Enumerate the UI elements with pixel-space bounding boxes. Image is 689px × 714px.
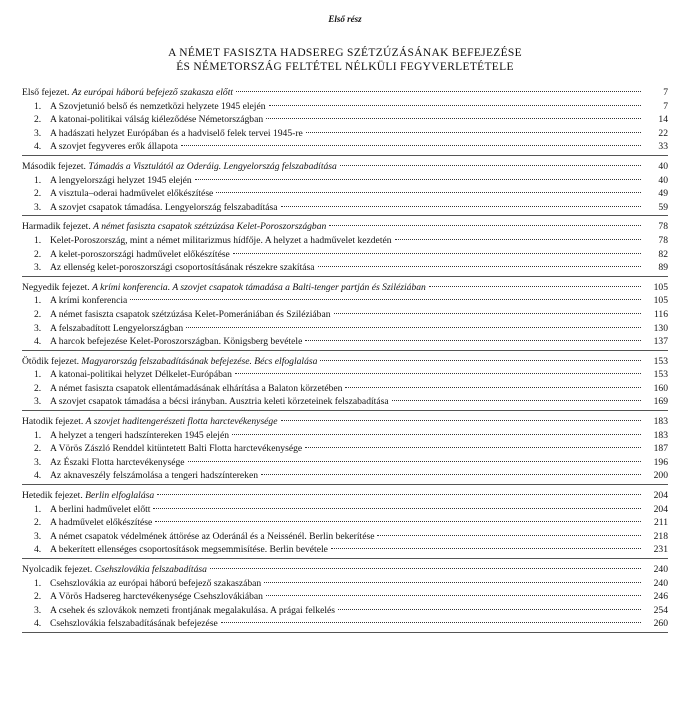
section-entry[interactable] — [22, 516, 668, 530]
chapter-heading[interactable] — [22, 160, 668, 174]
chapter-heading-text — [22, 415, 278, 429]
section-entry[interactable] — [22, 201, 668, 215]
section-title: A katonai-politikai helyzet Délkelet-Európában — [50, 369, 232, 381]
section-title: A német fasiszta csapatok ellentámadásának elhárítása a Balaton körzetében — [50, 382, 343, 394]
section-number: 4. — [34, 470, 42, 482]
chapter-heading-text — [22, 86, 233, 100]
chapter-block — [22, 415, 668, 485]
section-title: A helyzet a tengeri hadszíntereken 1945 elején — [50, 429, 230, 441]
chapter-block — [22, 355, 668, 411]
section-entry[interactable] — [22, 442, 668, 456]
section-number: 2. — [34, 308, 42, 320]
leader-dots — [264, 582, 641, 583]
section-page-number: 40 — [658, 174, 668, 186]
chapter-page-number: 183 — [653, 416, 668, 428]
section-title: Csehszlovákia felszabadításának befejezése — [50, 618, 218, 630]
leader-dots — [221, 622, 641, 623]
leader-dots — [130, 299, 641, 300]
section-title: A lengyelországi helyzet 1945 elején — [50, 174, 192, 186]
section-number: 3. — [34, 530, 42, 542]
chapter-label: Hetedik fejezet. — [22, 490, 83, 502]
leader-dots — [392, 400, 641, 401]
leader-dots — [338, 609, 641, 610]
chapter-heading-text — [22, 489, 154, 503]
section-page-number: 183 — [653, 429, 668, 441]
leader-dots — [266, 118, 641, 119]
leader-dots — [236, 91, 641, 92]
section-page-number: 105 — [653, 295, 668, 307]
section-title: Csehszlovákia az európai háború befejező szakaszában — [50, 577, 262, 589]
section-number: 2. — [34, 517, 42, 529]
section-page-number: 49 — [658, 188, 668, 200]
section-page-number: 187 — [653, 443, 668, 455]
section-title: A bekerített ellenséges csoportosítások megsemmisítése. Berlin bevétele — [50, 544, 328, 556]
leader-dots — [429, 286, 641, 287]
section-entry[interactable] — [22, 322, 668, 336]
chapter-title: A német fasiszta csapatok szétzúzása Kelet-Poroszországban — [93, 221, 327, 233]
section-title: A berlini hadművelet előtt — [50, 503, 151, 515]
chapter-page-number: 78 — [658, 221, 668, 233]
chapter-block — [22, 86, 668, 156]
section-number: 1. — [34, 174, 42, 186]
section-number: 3. — [34, 604, 42, 616]
section-title: Az aknaveszély felszámolása a tengeri hadszíntereken — [50, 470, 259, 482]
chapter-heading-text — [22, 281, 426, 295]
section-page-number: 196 — [653, 456, 668, 468]
leader-dots — [395, 239, 641, 240]
leader-dots — [334, 313, 642, 314]
chapter-heading[interactable] — [22, 489, 668, 503]
chapter-label: Harmadik fejezet. — [22, 221, 91, 233]
chapter-label: Második fejezet. — [22, 160, 86, 172]
section-page-number: 89 — [658, 262, 668, 274]
section-title: A szovjet fegyveres erők állapota — [50, 141, 178, 153]
section-entry[interactable] — [22, 113, 668, 127]
section-entry[interactable] — [22, 234, 668, 248]
chapter-page-number: 40 — [658, 160, 668, 172]
chapter-page-number: 105 — [653, 281, 668, 293]
section-entry[interactable] — [22, 261, 668, 275]
main-title — [22, 46, 668, 74]
part-label: Első rész — [328, 14, 362, 24]
leader-dots — [318, 266, 641, 267]
chapter-heading-text — [22, 563, 207, 577]
leader-dots — [345, 387, 641, 388]
table-of-contents — [22, 14, 668, 637]
chapter-title: Magyarország felszabadításának befejezése. Bécs elfoglalása — [81, 355, 318, 367]
section-title: Kelet-Poroszország, mint a német militarizmus hídfője. A helyzet a hadművelet kezdetén — [50, 234, 392, 246]
section-page-number: 218 — [653, 530, 668, 542]
section-number: 3. — [34, 127, 42, 139]
leader-dots — [281, 420, 642, 421]
section-title: A harcok befejezése Kelet-Poroszországban. Königsberg bevétele — [50, 336, 303, 348]
section-entry[interactable] — [22, 100, 668, 114]
section-number: 3. — [34, 456, 42, 468]
section-number: 3. — [34, 201, 42, 213]
chapter-title: Csehszlovákia felszabadítása — [94, 564, 207, 575]
section-entry[interactable] — [22, 335, 668, 349]
section-page-number: 33 — [658, 141, 668, 153]
section-entry[interactable] — [22, 395, 668, 409]
section-page-number: 22 — [658, 127, 668, 139]
chapter-block — [22, 281, 668, 351]
section-page-number: 7 — [663, 100, 668, 112]
leader-dots — [320, 360, 641, 361]
section-page-number: 160 — [653, 382, 668, 394]
leader-dots — [340, 165, 641, 166]
chapter-page-number: 204 — [653, 490, 668, 502]
section-entry[interactable] — [22, 577, 668, 591]
chapter-block — [22, 489, 668, 559]
section-number: 1. — [34, 234, 42, 246]
section-page-number: 200 — [653, 470, 668, 482]
section-title: A hadművelet előkészítése — [50, 517, 153, 529]
leader-dots — [157, 494, 641, 495]
section-title: A krími konferencia — [50, 295, 128, 307]
section-page-number: 137 — [653, 336, 668, 348]
section-entry[interactable] — [22, 368, 668, 382]
chapter-list — [22, 86, 668, 633]
chapter-heading-text — [22, 220, 326, 234]
section-number: 4. — [34, 544, 42, 556]
section-entry[interactable] — [22, 543, 668, 557]
section-number: 4. — [34, 141, 42, 153]
leader-dots — [233, 253, 641, 254]
chapter-heading[interactable] — [22, 563, 668, 577]
section-entry[interactable] — [22, 140, 668, 154]
section-number: 1. — [34, 577, 42, 589]
section-number: 2. — [34, 188, 42, 200]
section-number: 2. — [34, 443, 42, 455]
chapter-block — [22, 220, 668, 276]
leader-dots — [210, 568, 641, 569]
leader-dots — [306, 132, 641, 133]
chapter-title: A krími konferencia. A szovjet csapatok támadása a Balti-tenger partján és Sziléziában — [92, 281, 426, 293]
section-page-number: 204 — [653, 503, 668, 515]
leader-dots — [188, 461, 641, 462]
section-number: 4. — [34, 336, 42, 348]
section-page-number: 254 — [653, 604, 668, 616]
section-entry[interactable] — [22, 429, 668, 443]
section-title: A szovjet csapatok támadása. Lengyelország felszabadítása — [50, 201, 278, 213]
section-number: 3. — [34, 322, 42, 334]
section-entry[interactable] — [22, 308, 668, 322]
main-title-line-1: A NÉMET FASISZTA HADSEREG SZÉTZÚZÁSÁNAK BEFEJEZÉSE — [168, 47, 522, 59]
leader-dots — [153, 508, 641, 509]
leader-dots — [331, 548, 641, 549]
section-page-number: 153 — [653, 369, 668, 381]
section-title: A Vörös Zászló Renddel kitüntetett Balti Flotta harctevékenysége — [50, 443, 303, 455]
chapter-label: Hatodik fejezet. — [22, 416, 84, 428]
section-page-number: 82 — [658, 248, 668, 260]
leader-dots — [377, 535, 641, 536]
section-number: 2. — [34, 248, 42, 260]
section-entry[interactable] — [22, 127, 668, 141]
leader-dots — [266, 595, 641, 596]
section-page-number: 116 — [653, 308, 668, 320]
chapter-block — [22, 160, 668, 216]
section-entry[interactable] — [22, 174, 668, 188]
section-number: 2. — [34, 114, 42, 126]
section-title: A szovjet csapatok támadása a bécsi irányban. Ausztria keleti körzeteinek felszabadítása — [50, 396, 389, 408]
leader-dots — [195, 179, 641, 180]
chapter-label: Negyedik fejezet. — [22, 281, 90, 293]
section-page-number: 59 — [658, 201, 668, 213]
section-title: Az ellenség kelet-poroszországi csoportosításának részekre szakítása — [50, 262, 315, 274]
section-title: A Vörös Hadsereg harctevékenysége Csehszlovákiában — [50, 591, 263, 603]
section-page-number: 211 — [653, 517, 668, 529]
section-entry[interactable] — [22, 294, 668, 308]
main-title-line-2: ÉS NÉMETORSZÁG FELTÉTEL NÉLKÜLI FEGYVERLETÉTELE — [176, 61, 514, 73]
section-entry[interactable] — [22, 530, 668, 544]
leader-dots — [269, 105, 641, 106]
section-entry[interactable] — [22, 456, 668, 470]
section-page-number: 14 — [658, 114, 668, 126]
section-number: 1. — [34, 503, 42, 515]
section-number: 3. — [34, 262, 42, 274]
chapter-heading[interactable] — [22, 86, 668, 100]
section-page-number: 130 — [653, 322, 668, 334]
chapter-heading-text — [22, 160, 337, 174]
chapter-heading[interactable] — [22, 355, 668, 369]
leader-dots — [261, 474, 641, 475]
section-number: 2. — [34, 382, 42, 394]
section-entry[interactable] — [22, 382, 668, 396]
chapter-title: Az európai háború befejező szakasza előtt — [71, 87, 234, 98]
section-entry[interactable] — [22, 187, 668, 201]
section-entry[interactable] — [22, 503, 668, 517]
section-title: A német csapatok védelmének áttörése az Oderánál és a Neissénél. Berlin bekerítése — [50, 530, 375, 542]
section-entry[interactable] — [22, 604, 668, 618]
chapter-label: Ötödik fejezet. — [22, 355, 80, 367]
chapter-block — [22, 563, 668, 633]
section-title: A csehek és szlovákok nemzeti frontjának megalakulása. A prágai felkelés — [50, 604, 336, 616]
section-title: A német fasiszta csapatok szétzúzása Kelet-Pomerániában és Sziléziában — [50, 308, 331, 320]
section-number: 1. — [34, 295, 42, 307]
chapter-title: Támadás a Visztulától az Oderáig. Lengyelország felszabadítása — [88, 160, 337, 172]
chapter-heading[interactable] — [22, 415, 668, 429]
leader-dots — [305, 340, 641, 341]
leader-dots — [281, 206, 642, 207]
chapter-label: Első fejezet. — [22, 87, 70, 98]
leader-dots — [181, 145, 641, 146]
section-number: 1. — [34, 100, 42, 112]
section-page-number: 246 — [653, 591, 668, 603]
section-title: A kelet-poroszországi hadművelet előkészítése — [50, 248, 230, 260]
chapter-page-number: 153 — [653, 355, 668, 367]
leader-dots — [305, 447, 641, 448]
chapter-page-number: 7 — [663, 87, 668, 98]
chapter-heading[interactable] — [22, 220, 668, 234]
section-page-number: 169 — [653, 396, 668, 408]
chapter-page-number: 240 — [653, 564, 668, 575]
section-page-number: 231 — [653, 544, 668, 556]
section-entry[interactable] — [22, 469, 668, 483]
leader-dots — [216, 192, 641, 193]
chapter-heading-text — [22, 355, 317, 369]
leader-dots — [232, 434, 641, 435]
section-title: A felszabadított Lengyelországban — [50, 322, 184, 334]
section-page-number: 78 — [658, 234, 668, 246]
section-title: A katonai-politikai válság kiéleződése Németországban — [50, 114, 264, 126]
leader-dots — [235, 373, 641, 374]
section-entry[interactable] — [22, 617, 668, 631]
section-number: 3. — [34, 396, 42, 408]
section-title: A visztula–oderai hadművelet előkészítése — [50, 188, 214, 200]
section-number: 2. — [34, 591, 42, 603]
leader-dots — [329, 225, 641, 226]
section-number: 1. — [34, 369, 42, 381]
section-number: 4. — [34, 618, 42, 630]
chapter-title: A szovjet haditengerészeti flotta harctevékenysége — [85, 416, 278, 428]
section-entry[interactable] — [22, 590, 668, 604]
chapter-heading[interactable] — [22, 281, 668, 295]
leader-dots — [186, 327, 641, 328]
section-page-number: 260 — [653, 618, 668, 630]
section-title: A hadászati helyzet Európában és a hadviselő felek tervei 1945-re — [50, 127, 303, 139]
chapter-title: Berlin elfoglalása — [85, 490, 155, 502]
leader-dots — [155, 521, 641, 522]
section-page-number: 240 — [653, 577, 668, 589]
section-title: Az Északi Flotta harctevékenysége — [50, 456, 185, 468]
section-entry[interactable] — [22, 248, 668, 262]
section-number: 1. — [34, 429, 42, 441]
section-title: A Szovjetunió belső és nemzetközi helyzete 1945 elején — [50, 100, 266, 112]
chapter-label: Nyolcadik fejezet. — [22, 564, 93, 575]
